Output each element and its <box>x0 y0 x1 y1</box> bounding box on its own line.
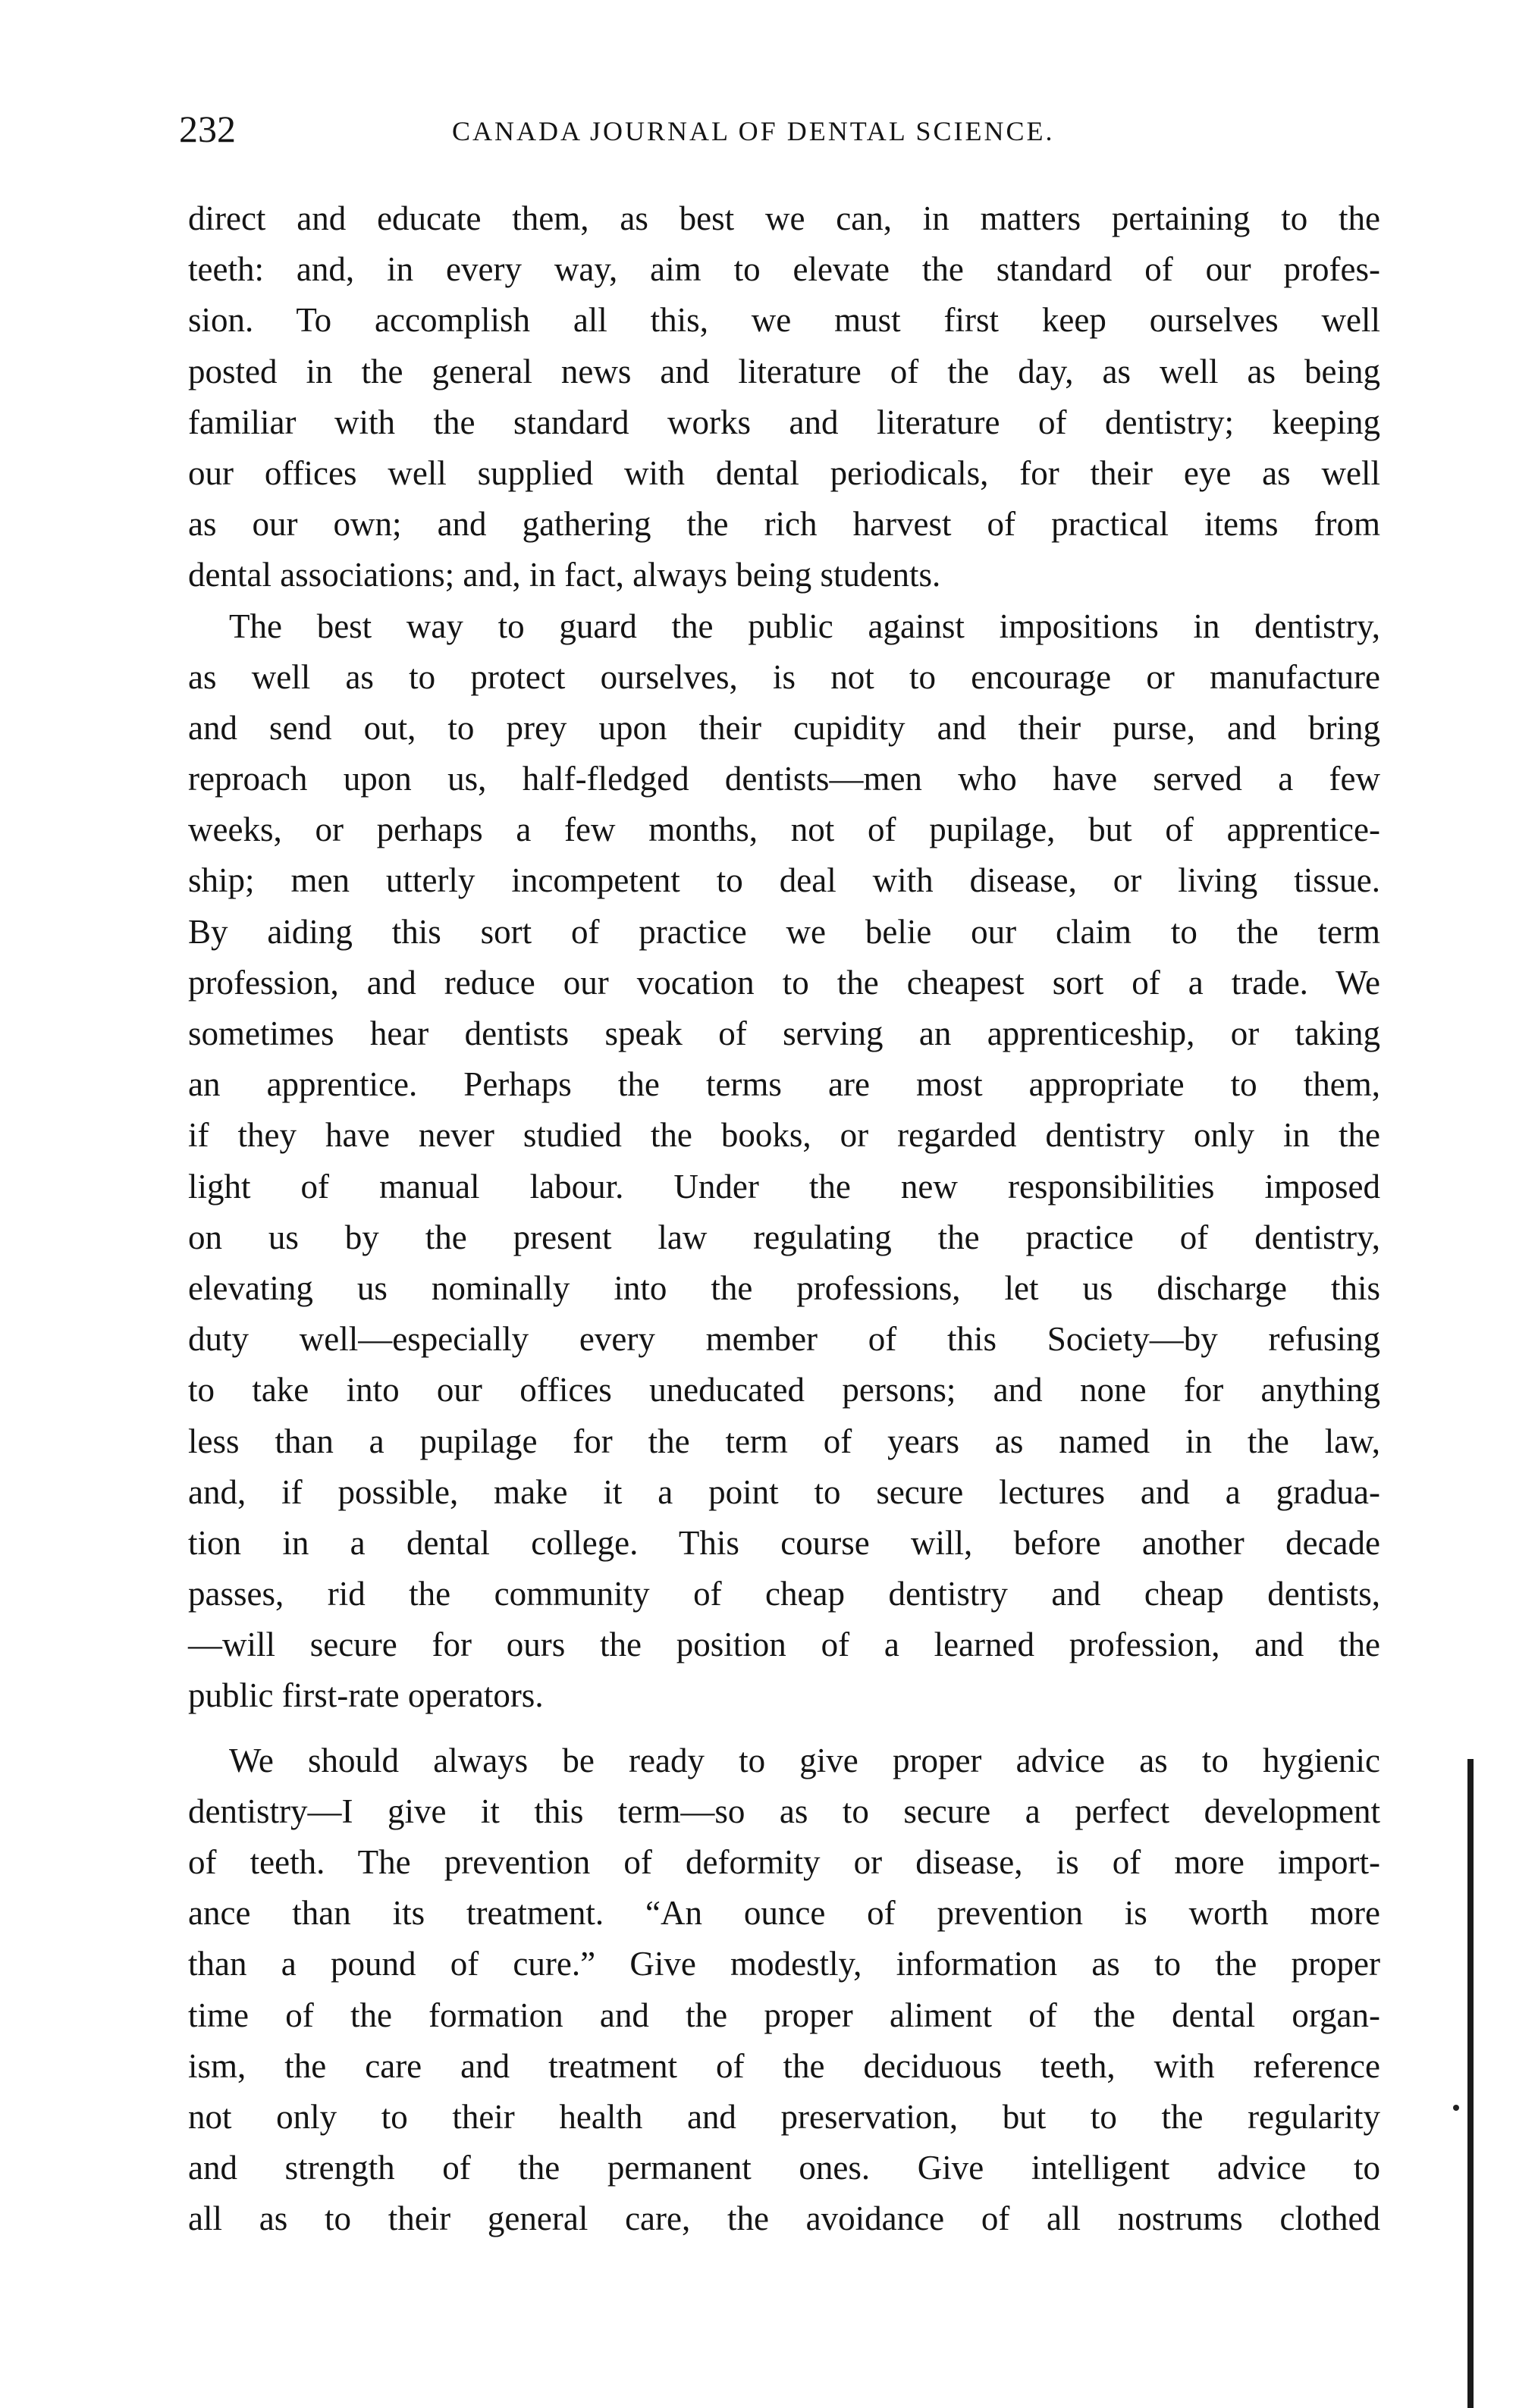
text-line: dentistry—I give it this term—so as to secure a perfect development <box>188 1792 1380 1830</box>
page-number: 232 <box>179 108 236 150</box>
text-line: passes, rid the community of cheap dentistry and cheap dentists, <box>188 1575 1380 1613</box>
text-line: elevating us nominally into the professions, let us discharge this <box>188 1268 1380 1307</box>
text-line: dental associations; and, in fact, always being students. <box>188 556 941 594</box>
text-line: on us by the present law regulating the practice of dentistry, <box>188 1218 1380 1256</box>
journal-title: CANADA JOURNAL OF DENTAL SCIENCE. <box>452 116 1055 146</box>
paragraph-gap <box>188 1722 1380 1735</box>
text-line: light of manual labour. Under the new responsibilities imposed <box>188 1167 1380 1206</box>
text-line: to take into our offices uneducated persons; and none for anything <box>188 1371 1380 1409</box>
text-line: direct and educate them, as best we can, in matters pertaining to the <box>188 199 1380 237</box>
text-line: our offices well supplied with dental periodicals, for their eye as well <box>188 453 1380 492</box>
text-line: and send out, to prey upon their cupidity and their purse, and bring <box>188 708 1380 747</box>
text-line: teeth: and, in every way, aim to elevate the standard of our profes- <box>188 250 1380 289</box>
text-line: profession, and reduce our vocation to the cheapest sort of a trade. We <box>188 963 1380 1002</box>
text-line: weeks, or perhaps a few months, not of pupilage, but of apprentice- <box>188 811 1380 849</box>
paragraph-3 <box>188 1735 1380 2245</box>
text-line: duty well—especially every member of this Society—by refusing <box>188 1320 1380 1359</box>
text-line: of teeth. The prevention of deformity or disease, is of more import- <box>188 1843 1380 1881</box>
text-line: ance than its treatment. “An ounce of prevention is worth more <box>188 1894 1380 1933</box>
text-line: We should always be ready to give proper advice as to hygienic <box>229 1741 1380 1779</box>
text-line: sion. To accomplish all this, we must first keep ourselves well <box>188 301 1380 340</box>
page-edge-rule <box>1467 1759 1474 2408</box>
text-line: ship; men utterly incompetent to deal with disease, or living tissue. <box>188 861 1380 900</box>
text-line: and, if possible, make it a point to secure lectures and a gradua- <box>188 1472 1380 1511</box>
text-line: reproach upon us, half-fledged dentists—men who have served a few <box>188 760 1380 798</box>
text-line: if they have never studied the books, or regarded dentistry only in the <box>188 1116 1380 1155</box>
text-line: familiar with the standard works and literature of dentistry; keeping <box>188 403 1380 441</box>
text-line: an apprentice. Perhaps the terms are most appropriate to them, <box>188 1065 1380 1104</box>
text-line: all as to their general care, the avoidance of all nostrums clothed <box>188 2199 1380 2238</box>
text-line: sometimes hear dentists speak of serving an apprenticeship, or taking <box>188 1014 1380 1052</box>
text-line: and strength of the permanent ones. Give intelligent advice to <box>188 2149 1380 2187</box>
ink-speck <box>1453 2105 1459 2111</box>
article-body <box>188 193 1380 2245</box>
text-line: not only to their health and preservation, but to the regularity <box>188 2097 1380 2136</box>
text-line: posted in the general news and literature of the day, as well as being <box>188 352 1380 390</box>
text-line: —will secure for ours the position of a learned profession, and the <box>188 1626 1380 1664</box>
text-line: tion in a dental college. This course will, before another decade <box>188 1523 1380 1562</box>
text-line: less than a pupilage for the term of years as named in the law, <box>188 1422 1380 1460</box>
paragraph-1 <box>188 193 1380 601</box>
text-line: time of the formation and the proper aliment of the dental organ- <box>188 1996 1380 2034</box>
running-head <box>179 106 1385 159</box>
text-line: public first-rate operators. <box>188 1676 544 1715</box>
text-line: The best way to guard the public against impositions in dentistry, <box>229 607 1380 645</box>
text-line: as well as to protect ourselves, is not to encourage or manufacture <box>188 657 1380 696</box>
paragraph-2 <box>188 601 1380 1722</box>
text-line: than a pound of cure.” Give modestly, information as to the proper <box>188 1945 1380 1983</box>
text-line: ism, the care and treatment of the deciduous teeth, with reference <box>188 2046 1380 2085</box>
text-line: as our own; and gathering the rich harvest of practical items from <box>188 505 1380 544</box>
text-line: By aiding this sort of practice we belie our claim to the term <box>188 912 1380 951</box>
